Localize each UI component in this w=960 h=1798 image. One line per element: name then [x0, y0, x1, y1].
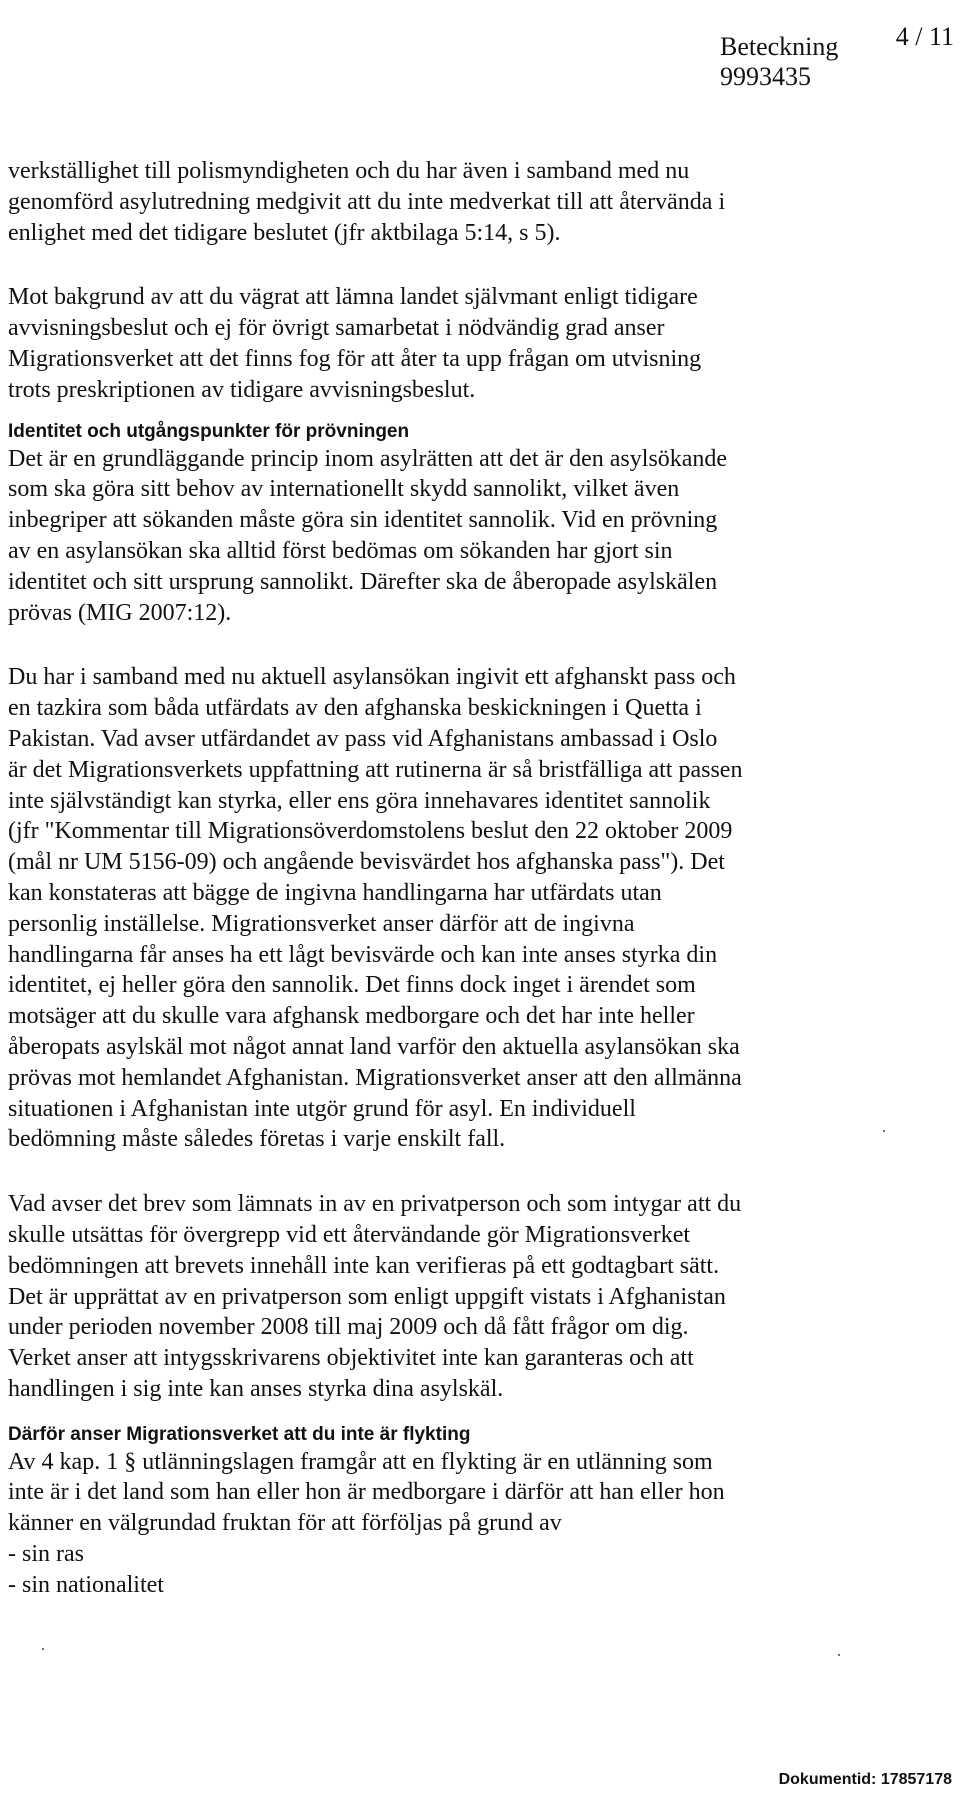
paragraph-identity-principle	[8, 444, 953, 629]
text-line: Du har i samband med nu aktuell asylansökan ingivit ett afghanskt pass och	[8, 664, 736, 691]
text-line: inte är i det land som han eller hon är medborgare i därför att han eller hon	[8, 1479, 725, 1506]
text-line: handlingarna får anses ha ett lågt bevisvärde och kan inte anses styrka din	[8, 941, 718, 968]
paragraph-passport	[8, 662, 953, 1155]
text-line: bedömningen att brevets innehåll inte kan verifieras på ett godtagbart sätt.	[8, 1252, 720, 1279]
page-number: 4 / 11	[895, 22, 954, 51]
text-line: kan konstateras att bägge de ingivna handlingarna har utfärdats utan	[8, 879, 662, 906]
text-line: skulle utsättas för övergrepp vid ett återvändande gör Migrationsverket	[8, 1221, 691, 1248]
reference-block	[720, 32, 838, 92]
list-item: - sin nationalitet	[8, 1571, 164, 1598]
text-line: en tazkira som båda utfärdats av den afghanska beskickningen i Quetta i	[8, 695, 702, 722]
text-line: Det är upprättat av en privatperson som enligt uppgift vistats i Afghanistan	[8, 1283, 726, 1310]
text-line: prövas (MIG 2007:12).	[8, 599, 232, 626]
list-item: - sin ras	[8, 1541, 84, 1568]
text-line: personlig inställelse. Migrationsverket anser därför att de ingivna	[8, 910, 635, 937]
text-line: av en asylansökan ska alltid först bedömas om sökanden har gjort sin	[8, 537, 673, 564]
text-line: inte självständigt kan styrka, eller ens göra innehavares identitet sannolik	[8, 787, 711, 814]
document-id: Dokumentid: 17857178	[778, 1771, 952, 1788]
text-line: åberopats asylskäl mot något annat land varför den aktuella asylansökan ska	[8, 1033, 740, 1060]
text-line: som ska göra sitt behov av internationellt skydd sannolikt, vilket även	[8, 476, 680, 503]
paragraph-letter	[8, 1189, 953, 1405]
text-line: bedömning måste således företas i varje enskilt fall.	[8, 1126, 506, 1153]
text-line: verkställighet till polismyndigheten och du har även i samband med nu	[8, 158, 690, 184]
text-line: är det Migrationsverkets uppfattning att rutinerna är så bristfälliga att passen	[8, 756, 743, 783]
text-line: Vad avser det brev som lämnats in av en privatperson och som intygar att du	[8, 1191, 742, 1218]
reference-label: Beteckning	[720, 32, 839, 61]
scan-speck	[838, 1654, 840, 1656]
text-line: Mot bakgrund av att du vägrat att lämna landet självmant enligt tidigare	[8, 284, 698, 311]
text-line: Verket anser att intygsskrivarens objektivitet inte kan garanteras och att	[8, 1345, 694, 1372]
text-line: handlingen i sig inte kan anses styrka dina asylskäl.	[8, 1375, 504, 1402]
scan-speck	[42, 1648, 44, 1650]
text-line: genomförd asylutredning medgivit att du inte medverkat till att återvända i	[8, 188, 726, 215]
text-line: (mål nr UM 5156-09) och angående bevisvärdet hos afghanska pass"). Det	[8, 849, 725, 876]
text-line: identitet och sitt ursprung sannolikt. Därefter ska de åberopade asylskälen	[8, 568, 718, 595]
text-line: Det är en grundläggande princip inom asylrätten att det är den asylsökande	[8, 445, 728, 472]
document-header	[690, 22, 960, 91]
document-body	[8, 156, 953, 1601]
text-line: identitet, ej heller göra den sannolik. Det finns dock inget i ärendet som	[8, 972, 696, 999]
scan-speck	[883, 1130, 885, 1132]
reference-number: 9993435	[720, 62, 811, 91]
text-line: situationen i Afghanistan inte utgör grund för asyl. En individuell	[8, 1095, 636, 1122]
paragraph-refugee-definition	[8, 1447, 953, 1601]
text-line: motsäger att du skulle vara afghansk medborgare och det har inte heller	[8, 1003, 695, 1030]
text-line: enlighet med det tidigare beslutet (jfr aktbilaga 5:14, s 5).	[8, 219, 561, 246]
paragraph-enforcement	[8, 156, 953, 248]
text-line: Pakistan. Vad avser utfärdandet av pass vid Afghanistans ambassad i Oslo	[8, 725, 718, 752]
section-heading-identity: Identitet och utgångspunkter för prövningen	[8, 420, 410, 442]
text-line: inbegriper att sökanden måste göra sin identitet sannolik. Vid en prövning	[8, 507, 718, 534]
paragraph-background	[8, 282, 953, 405]
text-line: under perioden november 2008 till maj 2009 och då fått frågor om dig.	[8, 1314, 689, 1341]
text-line: prövas mot hemlandet Afghanistan. Migrationsverket anser att den allmänna	[8, 1064, 742, 1091]
section-heading-refugee: Därför anser Migrationsverket att du inte är flykting	[8, 1423, 471, 1445]
text-line: avvisningsbeslut och ej för övrigt samarbetat i nödvändig grad anser	[8, 315, 665, 342]
text-line: trots preskriptionen av tidigare avvisningsbeslut.	[8, 376, 476, 403]
text-line: Migrationsverket att det finns fog för att åter ta upp frågan om utvisning	[8, 345, 702, 372]
text-line: Av 4 kap. 1 § utlänningslagen framgår att en flykting är en utlänning som	[8, 1448, 713, 1475]
text-line: (jfr "Kommentar till Migrationsöverdomstolens beslut den 22 oktober 2009	[8, 818, 733, 845]
text-line: känner en välgrundad fruktan för att förföljas på grund av	[8, 1510, 562, 1537]
